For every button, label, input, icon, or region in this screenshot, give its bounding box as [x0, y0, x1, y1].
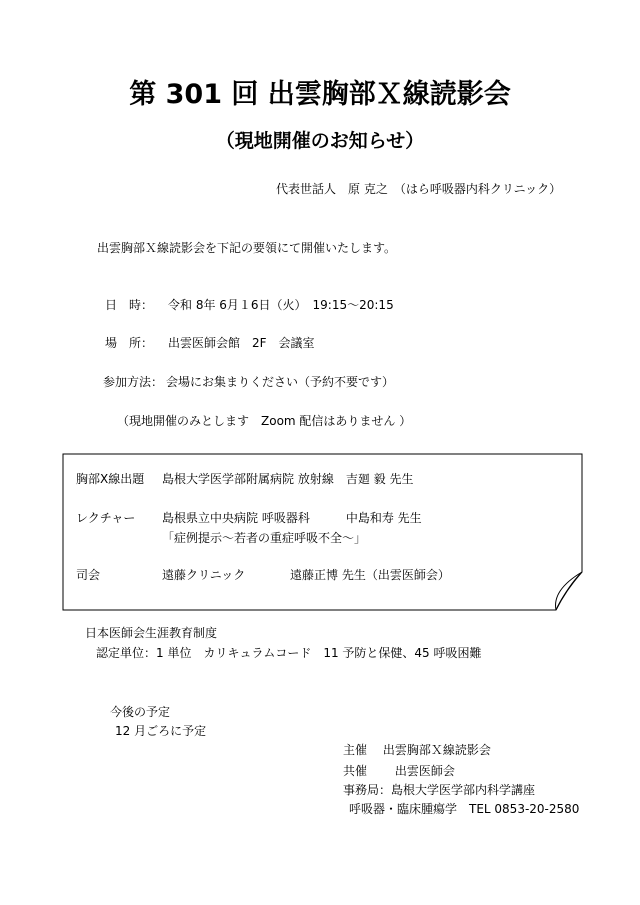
education-credit: 認定単位：1 単位 カリキュラムコード 11 予防と保健、45 呼吸困難: [96, 646, 482, 660]
lecture-label: レクチャー: [76, 511, 136, 525]
xray-value: 島根大学医学部附属病院 放射線 吉廻 毅 先生: [162, 472, 414, 486]
lecture-title: 「症例提示～若者の重症呼吸不全～」: [162, 531, 367, 545]
host-label: 司会: [76, 568, 101, 582]
host-org: 遠藤クリニック: [162, 568, 246, 582]
online-note: （現地開催のみとします Zoom 配信はありません ）: [117, 414, 412, 428]
date-label: 日 時：: [105, 298, 154, 312]
xray-label: 胸部X線出題: [76, 472, 145, 486]
place-label: 場 所：: [105, 336, 154, 350]
schedule-heading: 今後の予定: [110, 705, 171, 719]
lecture-value: 島根県立中央病院 呼吸器科 中島和寿 先生: [162, 511, 422, 525]
education-heading: 日本医師会生涯教育制度: [85, 626, 218, 640]
schedule-value: 12 月ごろに予定: [115, 724, 207, 738]
date-value: 令和 8年 6月１6日（火） 19:15～20:15: [168, 298, 394, 312]
representative: 代表世話人 原 克之 （はら呼吸器内科クリニック）: [276, 182, 562, 196]
page-title: 第 301 回 出雲胸部Ｘ線読影会: [129, 79, 511, 110]
participation-label: 参加方法：: [103, 375, 164, 389]
place-value: 出雲医師会館 2F 会議室: [168, 336, 315, 350]
page-subtitle: （現地開催のお知らせ）: [215, 130, 425, 152]
sponsor: 主催 出雲胸部Ｘ線読影会: [343, 743, 491, 757]
intro-text: 出雲胸部Ｘ線読影会を下記の要領にて開催いたします。: [97, 241, 397, 255]
office-detail: 呼吸器・臨床腫瘍学 TEL 0853-20-2580: [349, 802, 580, 816]
participation-value: 会場にお集まりください（予約不要です）: [166, 375, 395, 389]
host-person: 遠藤正博 先生（出雲医師会）: [290, 568, 450, 582]
cosponsor: 共催 出雲医師会: [343, 764, 455, 778]
office: 事務局：島根大学医学部内科学講座: [343, 783, 536, 797]
